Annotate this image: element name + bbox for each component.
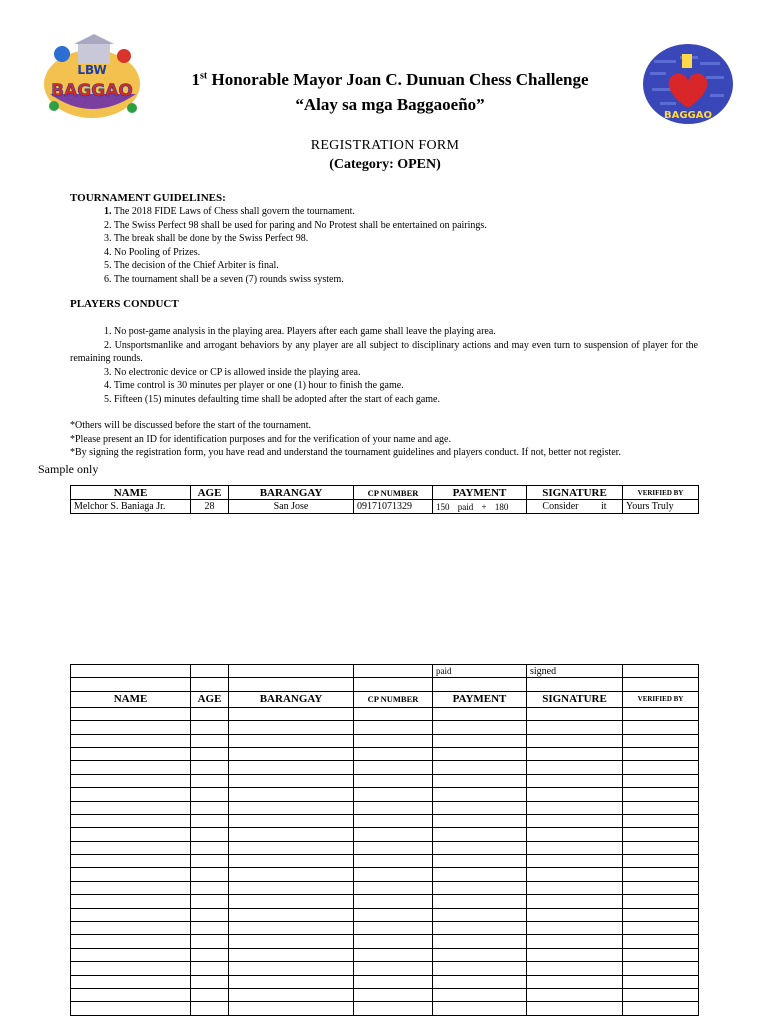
entry-cell[interactable] <box>433 774 527 787</box>
entry-cell[interactable] <box>433 975 527 988</box>
entry-cell[interactable] <box>354 855 433 868</box>
event-title: 1st Honorable Mayor Joan C. Dunuan Chess Challenge <box>191 70 589 89</box>
entry-cell[interactable] <box>527 1002 623 1015</box>
entry-cell[interactable] <box>623 908 699 921</box>
entry-cell[interactable] <box>229 988 354 1001</box>
conduct-list <box>70 325 698 406</box>
spacer-row <box>71 678 699 691</box>
entry-cell[interactable] <box>527 975 623 988</box>
entry-cell[interactable] <box>354 922 433 935</box>
entry-cell[interactable] <box>527 908 623 921</box>
entry-cell[interactable] <box>354 801 433 814</box>
guideline-item: 2. The Swiss Perfect 98 shall be used for paring and No Protest shall be entertained on pairings. <box>104 219 487 231</box>
table-row <box>71 855 699 868</box>
notes <box>70 419 698 460</box>
entry-cell[interactable] <box>623 935 699 948</box>
entry-cell[interactable] <box>71 788 191 801</box>
entry-cell[interactable] <box>433 895 527 908</box>
entry-cell[interactable] <box>527 935 623 948</box>
conduct-item: 2. Unsportsmanlike and arrogant behaviors by any player are all subject to disciplinary actions and may even turn to suspension of player for the remaining rounds. <box>70 339 698 364</box>
entry-cell[interactable] <box>354 895 433 908</box>
entry-cell[interactable] <box>623 814 699 827</box>
top-row <box>71 665 699 678</box>
sample-age: 28 <box>191 500 229 514</box>
entry-cell[interactable] <box>433 747 527 760</box>
conduct-item: 5. Fifteen (15) minutes defaulting time shall be adopted after the start of each game. <box>104 393 440 405</box>
entry-cell[interactable] <box>623 801 699 814</box>
entry-cell[interactable] <box>229 881 354 894</box>
sample-label: Sample only <box>38 462 99 476</box>
table-row <box>71 935 699 948</box>
entry-cell[interactable] <box>527 761 623 774</box>
cell[interactable] <box>71 665 191 678</box>
entry-cell[interactable] <box>433 721 527 734</box>
entry-cell[interactable] <box>191 881 229 894</box>
entry-cell[interactable] <box>623 988 699 1001</box>
entry-cell[interactable] <box>433 1002 527 1015</box>
entry-cell[interactable] <box>191 895 229 908</box>
col-barangay: BARANGAY <box>229 691 354 707</box>
table-row <box>71 922 699 935</box>
entry-cell[interactable] <box>191 747 229 760</box>
entry-cell[interactable] <box>623 855 699 868</box>
entry-cell[interactable] <box>71 814 191 827</box>
entry-cell[interactable] <box>433 828 527 841</box>
entry-cell[interactable] <box>623 881 699 894</box>
entry-cell[interactable] <box>354 747 433 760</box>
entry-cell[interactable] <box>527 734 623 747</box>
table-row <box>71 707 699 720</box>
table-row <box>71 721 699 734</box>
entry-cell[interactable] <box>623 922 699 935</box>
conduct-item: 4. Time control is 30 minutes per player or one (1) hour to finish the game. <box>104 380 404 391</box>
entry-cell[interactable] <box>433 814 527 827</box>
entry-cell[interactable] <box>229 707 354 720</box>
entry-cell[interactable] <box>623 948 699 961</box>
entry-cell[interactable] <box>71 747 191 760</box>
entry-cell[interactable] <box>191 801 229 814</box>
table-row <box>71 895 699 908</box>
col-verified-by: VERIFIED BY <box>623 486 699 500</box>
entry-cell[interactable] <box>433 935 527 948</box>
entry-cell[interactable] <box>229 908 354 921</box>
entry-cell[interactable] <box>229 774 354 787</box>
col-cp-number: CP NUMBER <box>354 691 433 707</box>
entry-cell[interactable] <box>229 841 354 854</box>
entry-cell[interactable] <box>527 962 623 975</box>
entry-cell[interactable] <box>527 721 623 734</box>
col-verified-by: VERIFIED BY <box>623 691 699 707</box>
entry-cell[interactable] <box>191 721 229 734</box>
entry-cell[interactable] <box>71 908 191 921</box>
table-row <box>71 908 699 921</box>
entry-cell[interactable] <box>433 801 527 814</box>
cell[interactable] <box>191 665 229 678</box>
entry-cell[interactable] <box>71 868 191 881</box>
entry-cell[interactable] <box>229 948 354 961</box>
signed-label: signed <box>527 665 623 678</box>
entry-cell[interactable] <box>229 788 354 801</box>
entry-cell[interactable] <box>191 734 229 747</box>
entry-cell[interactable] <box>191 828 229 841</box>
sample-table <box>70 485 699 514</box>
entry-cell[interactable] <box>433 908 527 921</box>
entry-cell[interactable] <box>623 841 699 854</box>
entry-cell[interactable] <box>354 828 433 841</box>
event-subtitle: “Alay sa mga Baggaoeño” <box>295 95 485 114</box>
conduct-heading: PLAYERS CONDUCT <box>70 298 179 310</box>
sample-signature: Consider it <box>527 500 623 514</box>
entry-cell[interactable] <box>527 814 623 827</box>
guideline-item: 6. The tournament shall be a seven (7) rounds swiss system. <box>104 273 344 285</box>
entry-cell[interactable] <box>433 988 527 1001</box>
entry-cell[interactable] <box>623 774 699 787</box>
entry-cell[interactable] <box>433 868 527 881</box>
entry-cell[interactable] <box>229 1002 354 1015</box>
sample-header-row <box>71 486 699 500</box>
table-row <box>71 1002 699 1015</box>
guidelines-heading: TOURNAMENT GUIDELINES: <box>70 192 226 204</box>
note-item: *Please present an ID for identification purposes and for the verification of your name and age. <box>70 433 451 445</box>
entry-cell[interactable] <box>354 948 433 961</box>
entry-cell[interactable] <box>354 868 433 881</box>
entry-cell[interactable] <box>623 1002 699 1015</box>
guideline-item: 5. The decision of the Chief Arbiter is final. <box>104 260 279 271</box>
sample-cp: 09171071329 <box>354 500 433 514</box>
sample-name: Melchor S. Baniaga Jr. <box>71 500 191 514</box>
table-row <box>71 962 699 975</box>
entry-cell[interactable] <box>229 801 354 814</box>
sample-row <box>71 500 699 514</box>
conduct-item: 3. No electronic device or CP is allowed inside the playing area. <box>104 366 361 378</box>
table-row <box>71 761 699 774</box>
entry-cell[interactable] <box>354 734 433 747</box>
entry-cell[interactable] <box>527 801 623 814</box>
table-row <box>71 975 699 988</box>
sample-verified: Yours Truly <box>623 500 699 514</box>
entry-cell[interactable] <box>71 734 191 747</box>
cell[interactable] <box>354 665 433 678</box>
entry-cell[interactable] <box>354 721 433 734</box>
entry-cell[interactable] <box>191 1002 229 1015</box>
table-row <box>71 814 699 827</box>
table-row <box>71 788 699 801</box>
entry-cell[interactable] <box>527 774 623 787</box>
entry-cell[interactable] <box>229 761 354 774</box>
entry-cell[interactable] <box>229 855 354 868</box>
entry-cell[interactable] <box>71 962 191 975</box>
table-row <box>71 801 699 814</box>
entry-cell[interactable] <box>433 761 527 774</box>
lbw-baggao-logo <box>40 34 144 124</box>
entry-cell[interactable] <box>229 747 354 760</box>
entry-cell[interactable] <box>433 855 527 868</box>
entry-cell[interactable] <box>354 814 433 827</box>
guideline-item: 3. The break shall be done by the Swiss Perfect 98. <box>104 233 309 244</box>
col-age: AGE <box>191 691 229 707</box>
table-row <box>71 774 699 787</box>
col-payment: PAYMENT <box>433 691 527 707</box>
entry-cell[interactable] <box>527 788 623 801</box>
entry-cell[interactable] <box>433 948 527 961</box>
col-cp-number: CP NUMBER <box>354 486 433 500</box>
table-row <box>71 734 699 747</box>
entry-cell[interactable] <box>354 841 433 854</box>
guidelines-list <box>104 205 487 286</box>
entry-cell[interactable] <box>71 828 191 841</box>
entry-cell[interactable] <box>71 935 191 948</box>
entry-cell[interactable] <box>354 908 433 921</box>
entry-cell[interactable] <box>354 761 433 774</box>
entry-cell[interactable] <box>433 788 527 801</box>
entry-cell[interactable] <box>191 935 229 948</box>
guideline-item: 1. The 2018 FIDE Laws of Chess shall govern the tournament. <box>104 206 355 217</box>
cell[interactable] <box>623 665 699 678</box>
entry-cell[interactable] <box>191 841 229 854</box>
registration-table <box>70 664 699 1016</box>
entry-cell[interactable] <box>354 774 433 787</box>
entry-cell[interactable] <box>527 828 623 841</box>
table-row <box>71 948 699 961</box>
conduct-item: 1. No post-game analysis in the playing area. Players after each game shall leave the playing area. <box>104 326 496 337</box>
entry-cell[interactable] <box>527 841 623 854</box>
entry-cell[interactable] <box>354 935 433 948</box>
entry-cell[interactable] <box>191 988 229 1001</box>
entry-cell[interactable] <box>191 761 229 774</box>
note-item: *By signing the registration form, you have read and understand the tournament guidelines and players conduct. If not, better not register. <box>70 447 621 458</box>
table-row <box>71 747 699 760</box>
entry-cell[interactable] <box>623 868 699 881</box>
entry-cell[interactable] <box>229 895 354 908</box>
entry-cell[interactable] <box>229 734 354 747</box>
sample-payment: 150 paid + 180 <box>433 500 527 514</box>
entry-cell[interactable] <box>71 721 191 734</box>
entry-cell[interactable] <box>433 881 527 894</box>
col-name: NAME <box>71 486 191 500</box>
form-title: REGISTRATION FORM <box>310 138 460 153</box>
svg-text:BAGGAO: BAGGAO <box>663 110 713 121</box>
entry-cell[interactable] <box>354 975 433 988</box>
entry-cell[interactable] <box>527 988 623 1001</box>
entry-cell[interactable] <box>71 841 191 854</box>
entry-cell[interactable] <box>354 707 433 720</box>
entry-cell[interactable] <box>191 855 229 868</box>
entry-cell[interactable] <box>191 814 229 827</box>
col-signature: SIGNATURE <box>527 486 623 500</box>
entry-cell[interactable] <box>71 975 191 988</box>
entry-cell[interactable] <box>527 948 623 961</box>
paid-label: paid <box>433 665 527 678</box>
entry-cell[interactable] <box>71 774 191 787</box>
entry-cell[interactable] <box>71 801 191 814</box>
entry-cell[interactable] <box>433 922 527 935</box>
entry-cell[interactable] <box>191 962 229 975</box>
entry-cell[interactable] <box>71 1002 191 1015</box>
table-row <box>71 828 699 841</box>
entry-cell[interactable] <box>191 975 229 988</box>
sample-barangay: San Jose <box>229 500 354 514</box>
table-row <box>71 841 699 854</box>
entry-cell[interactable] <box>527 895 623 908</box>
entry-cell[interactable] <box>354 788 433 801</box>
col-name: NAME <box>71 691 191 707</box>
entry-cell[interactable] <box>623 975 699 988</box>
entry-cell[interactable] <box>191 922 229 935</box>
entry-cell[interactable] <box>191 948 229 961</box>
entry-cell[interactable] <box>527 868 623 881</box>
entry-cell[interactable] <box>623 721 699 734</box>
entry-cell[interactable] <box>71 988 191 1001</box>
entry-cell[interactable] <box>191 774 229 787</box>
entry-cell[interactable] <box>191 707 229 720</box>
entry-cell[interactable] <box>433 841 527 854</box>
form-category: (Category: OPEN) <box>329 157 441 172</box>
svg-text:LBW: LBW <box>77 63 107 77</box>
entry-cell[interactable] <box>527 922 623 935</box>
entry-cell[interactable] <box>71 855 191 868</box>
note-item: *Others will be discussed before the start of the tournament. <box>70 420 312 431</box>
entry-cell[interactable] <box>354 962 433 975</box>
i-love-baggao-logo <box>640 42 736 126</box>
entry-cell[interactable] <box>433 734 527 747</box>
entry-cell[interactable] <box>623 747 699 760</box>
entry-cell[interactable] <box>71 948 191 961</box>
entry-cell[interactable] <box>623 962 699 975</box>
entry-cell[interactable] <box>229 814 354 827</box>
entry-cell[interactable] <box>229 962 354 975</box>
entry-cell[interactable] <box>623 734 699 747</box>
entry-cell[interactable] <box>71 895 191 908</box>
entry-cell[interactable] <box>71 881 191 894</box>
entry-cell[interactable] <box>71 922 191 935</box>
entry-cell[interactable] <box>229 721 354 734</box>
entry-cell[interactable] <box>191 868 229 881</box>
entry-cell[interactable] <box>229 828 354 841</box>
entry-cell[interactable] <box>623 707 699 720</box>
entry-cell[interactable] <box>433 962 527 975</box>
entry-cell[interactable] <box>527 747 623 760</box>
entry-cell[interactable] <box>527 707 623 720</box>
entry-cell[interactable] <box>354 1002 433 1015</box>
entry-cell[interactable] <box>623 788 699 801</box>
svg-text:BAGGAO: BAGGAO <box>51 81 133 101</box>
entry-cell[interactable] <box>229 868 354 881</box>
cell[interactable] <box>229 665 354 678</box>
entry-cell[interactable] <box>71 707 191 720</box>
col-signature: SIGNATURE <box>527 691 623 707</box>
entry-cell[interactable] <box>527 881 623 894</box>
col-barangay: BARANGAY <box>229 486 354 500</box>
table-row <box>71 988 699 1001</box>
registration-header-row <box>71 691 699 707</box>
entry-cell[interactable] <box>354 988 433 1001</box>
guideline-item: 4. No Pooling of Prizes. <box>104 246 201 258</box>
table-row <box>71 881 699 894</box>
entry-cell[interactable] <box>433 707 527 720</box>
entry-cell[interactable] <box>229 935 354 948</box>
entry-cell[interactable] <box>71 761 191 774</box>
entry-cell[interactable] <box>527 855 623 868</box>
col-age: AGE <box>191 486 229 500</box>
entry-cell[interactable] <box>623 761 699 774</box>
table-row <box>71 868 699 881</box>
entry-cell[interactable] <box>354 881 433 894</box>
entry-cell[interactable] <box>191 788 229 801</box>
entry-cell[interactable] <box>229 922 354 935</box>
entry-cell[interactable] <box>229 975 354 988</box>
entry-cell[interactable] <box>623 828 699 841</box>
col-payment: PAYMENT <box>433 486 527 500</box>
entry-cell[interactable] <box>191 908 229 921</box>
entry-cell[interactable] <box>623 895 699 908</box>
